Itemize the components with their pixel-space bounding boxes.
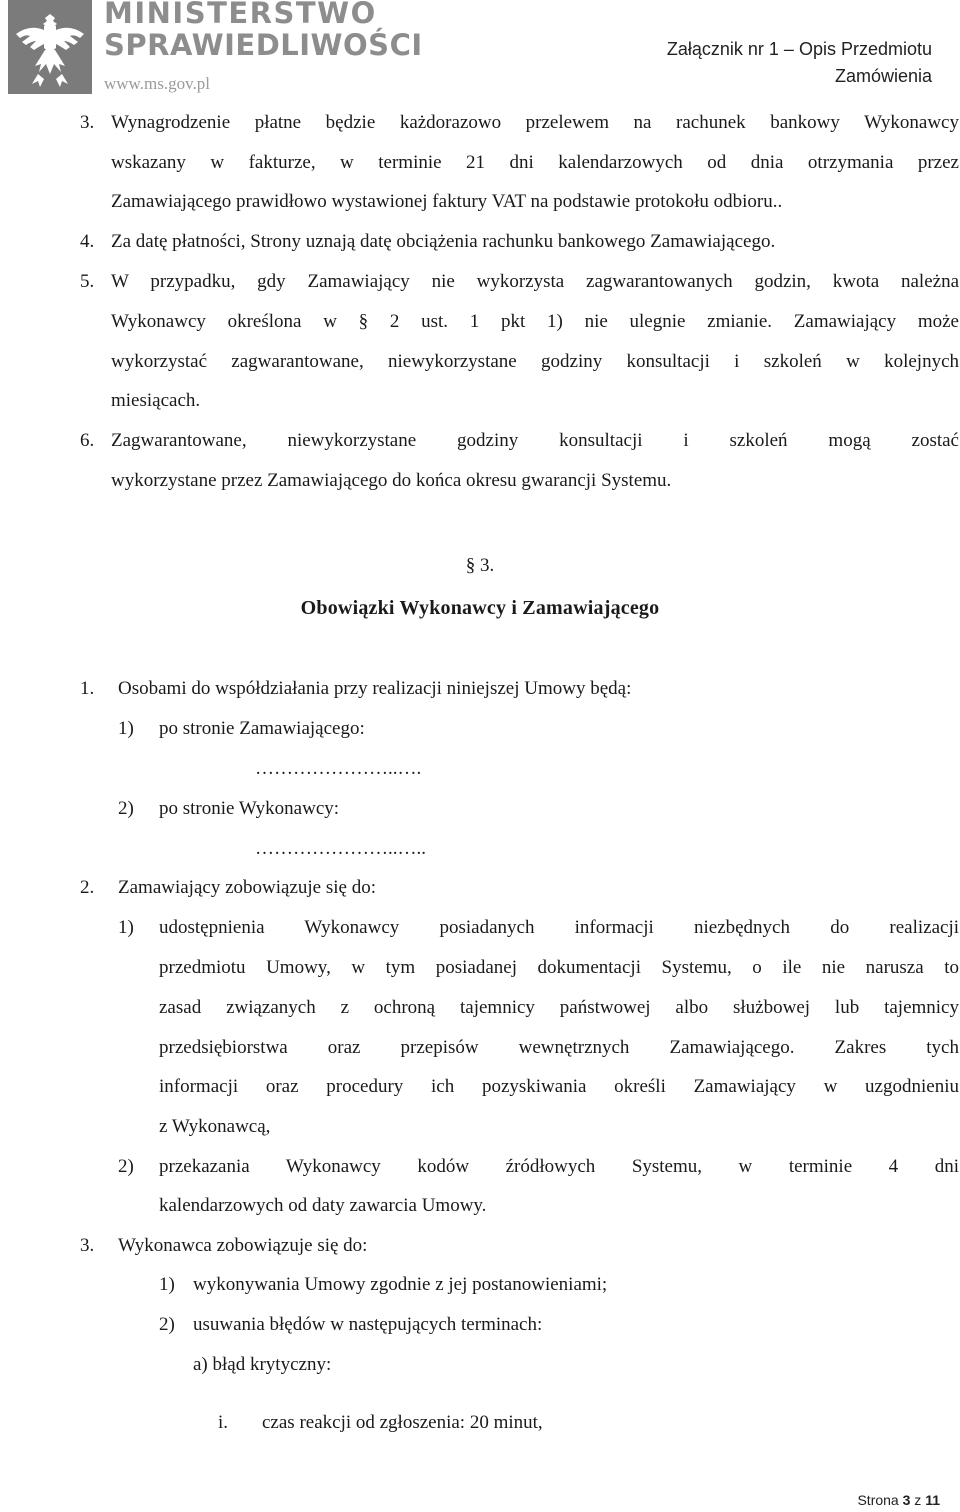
section-title: Obowiązki Wykonawcy i Zamawiającego: [300, 597, 660, 619]
subitem-letter-item: a) błąd krytyczny:: [193, 1354, 332, 1375]
subitem-line: zasad związanych z ochroną tajemnicy państwowej albo służbowej lub tajemnicy: [159, 997, 959, 1018]
subitem-line: udostępnienia Wykonawcy posiadanych informacji niezbędnych do realizacji: [159, 917, 959, 938]
annex-line-2: Zamówienia: [834, 66, 932, 86]
paragraph-line: wskazany w fakturze, w terminie 21 dni kalendarzowych od dnia otrzymania przez: [111, 152, 959, 173]
paragraph-number: 4.: [80, 231, 95, 252]
section-number: § 3.: [465, 555, 495, 576]
paragraph-line: Zamawiającego prawidłowo wystawionej faktury VAT na podstawie protokołu odbioru..: [111, 191, 783, 212]
paragraph-number: 3.: [80, 112, 95, 133]
paragraph-line: wykorzystane przez Zamawiającego do końca okresu gwarancji Systemu.: [111, 470, 672, 491]
paragraph-line: wykorzystać zagwarantowane, niewykorzystane godziny konsultacji i szkoleń w kolejnych: [111, 351, 959, 372]
page-number: [857, 1492, 940, 1508]
placeholder-dots: …………………..…..: [255, 838, 426, 859]
subitem-number: 2): [118, 798, 134, 819]
ministry-line-1: MINISTERSTWO: [104, 0, 377, 30]
subitem-line: przedmiotu Umowy, w tym posiadanej dokumentacji Systemu, o ile nie narusza to: [159, 957, 959, 978]
annex-line-1: Załącznik nr 1 – Opis Przedmiotu: [666, 39, 932, 59]
item-number: 3.: [80, 1235, 95, 1256]
ministry-url: www.ms.gov.pl: [104, 74, 210, 93]
subitem-line: przedsiębiorstwa oraz przepisów wewnętrznych Zamawiającego. Zakres tych: [159, 1037, 959, 1058]
item-number: 1.: [80, 678, 95, 699]
paragraph-number: 6.: [80, 430, 95, 451]
subitem-number: 1): [159, 1274, 175, 1295]
subitem-number: 2): [118, 1156, 134, 1177]
subitem-line: kalendarzowych od daty zawarcia Umowy.: [159, 1195, 487, 1216]
paragraph-number: 5.: [80, 271, 95, 292]
ministry-line-2: SPRAWIEDLIWOŚCI: [104, 28, 423, 62]
page-separator: z: [914, 1492, 922, 1508]
subitem-text: po stronie Wykonawcy:: [159, 798, 340, 819]
subitem-text: usuwania błędów w następujących terminach:: [193, 1314, 543, 1335]
paragraph-line: W przypadku, gdy Zamawiający nie wykorzysta zagwarantowanych godzin, kwota należna: [111, 271, 959, 292]
item-text: Wykonawca zobowiązuje się do:: [118, 1235, 368, 1256]
paragraph-line: miesiącach.: [111, 390, 201, 411]
subitem-number: 2): [159, 1314, 175, 1335]
subitem-text: wykonywania Umowy zgodnie z jej postanowieniami;: [193, 1274, 608, 1295]
item-text: Zamawiający zobowiązuje się do:: [118, 877, 376, 898]
paragraph-line: Wykonawcy określona w § 2 ust. 1 pkt 1) nie ulegnie zmianie. Zamawiający może: [111, 311, 959, 332]
ministry-logo: [8, 0, 423, 96]
item-number: 2.: [80, 877, 95, 898]
subitem-line: przekazania Wykonawcy kodów źródłowych Systemu, w terminie 4 dni: [159, 1156, 959, 1177]
page-current: 3: [902, 1492, 911, 1508]
subitem-line: z Wykonawcą,: [159, 1116, 271, 1137]
paragraph-line: Za datę płatności, Strony uznają datę obciążenia rachunku bankowego Zamawiającego.: [111, 231, 776, 252]
subitem-line: informacji oraz procedury ich pozyskiwania określi Zamawiający w uzgodnieniu: [159, 1076, 959, 1097]
placeholder-dots: …………………..….: [255, 758, 422, 779]
roman-numeral: i.: [218, 1412, 229, 1433]
item-text: Osobami do współdziałania przy realizacji niniejszej Umowy będą:: [118, 678, 632, 699]
paragraph-line: Zagwarantowane, niewykorzystane godziny konsultacji i szkoleń mogą zostać: [111, 430, 959, 451]
subitem-text: po stronie Zamawiającego:: [159, 718, 365, 739]
subitem-number: 1): [118, 917, 134, 938]
annex-heading: [632, 36, 932, 90]
subitem-number: 1): [118, 718, 134, 739]
eagle-emblem-icon: [8, 0, 92, 94]
page-prefix: Strona: [857, 1492, 899, 1508]
page-total: 11: [925, 1492, 940, 1508]
roman-item-text: czas reakcji od zgłoszenia: 20 minut,: [262, 1412, 543, 1433]
paragraph-line: Wynagrodzenie płatne będzie każdorazowo przelewem na rachunek bankowy Wykonawcy: [111, 112, 959, 133]
